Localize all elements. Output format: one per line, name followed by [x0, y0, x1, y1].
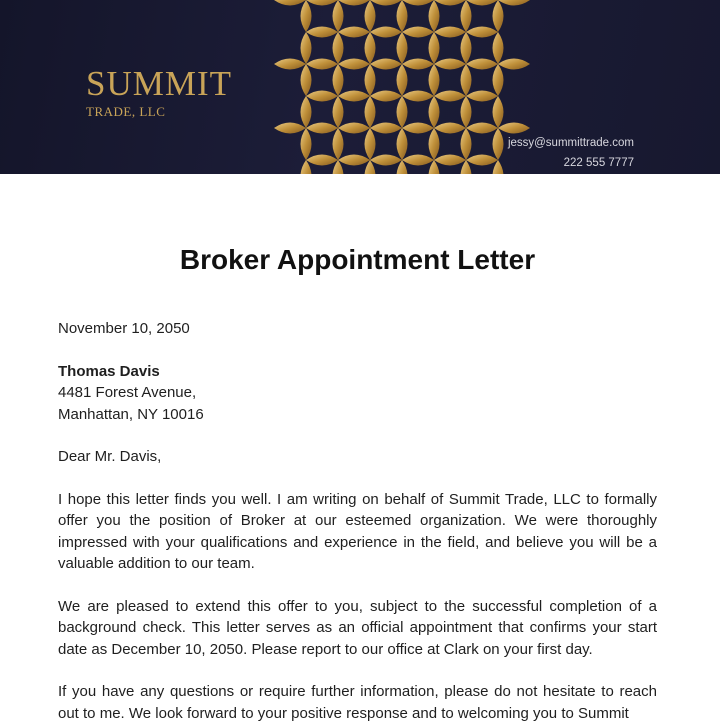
- contact-phone: 222 555 7777: [563, 157, 634, 169]
- gold-petal: [333, 64, 344, 96]
- gold-petal: [274, 59, 306, 70]
- gold-petal: [466, 59, 498, 70]
- gold-petal: [333, 96, 344, 128]
- gold-petal: [461, 32, 472, 64]
- gold-petal: [397, 96, 408, 128]
- gold-petal: [365, 0, 376, 32]
- gold-petal: [498, 0, 530, 6]
- gold-petal: [306, 0, 338, 6]
- gold-petal: [493, 32, 504, 64]
- gold-petal: [338, 27, 370, 38]
- gold-petal: [397, 128, 408, 160]
- gold-petal: [429, 64, 440, 96]
- gold-petal: [434, 155, 466, 166]
- company-name: SUMMIT: [86, 64, 233, 103]
- gold-petal: [402, 123, 434, 134]
- gold-petal: [397, 64, 408, 96]
- gold-petal: [338, 123, 370, 134]
- body-paragraph: We are pleased to extend this offer to you, subject to the successful completion of a background check. This letter serves as an official appointment that confirms your start date as December 10, 2050. Please report to our office at Clark on your first day.: [58, 597, 657, 658]
- gold-petal: [365, 64, 376, 96]
- gold-petal: [466, 91, 498, 102]
- gold-petal: [402, 155, 434, 166]
- gold-petal: [402, 91, 434, 102]
- gold-petal: [370, 123, 402, 134]
- gold-petal: [370, 59, 402, 70]
- gold-petal: [306, 155, 338, 166]
- gold-petal: [370, 0, 402, 6]
- gold-petal: [493, 96, 504, 128]
- gold-petal: [370, 27, 402, 38]
- address-line-1: 4481 Forest Avenue,: [58, 384, 197, 401]
- gold-petal: [498, 123, 530, 134]
- letter-date: November 10, 2050: [58, 320, 190, 337]
- gold-petal: [274, 123, 306, 134]
- gold-petal: [397, 0, 408, 32]
- gold-petal: [434, 91, 466, 102]
- gold-petal: [466, 0, 498, 6]
- gold-petal: [333, 32, 344, 64]
- gold-petal: [274, 0, 306, 6]
- gold-petal: [461, 128, 472, 160]
- body-paragraph: I hope this letter finds you well. I am writing on behalf of Summit Trade, LLC to formally offer you the position of Broker at our esteemed organization. We were thoroughly impressed with your qualifications and experience in the field, and believe you will be a valuable addition to our team.: [58, 490, 657, 572]
- recipient-name: Thomas Davis: [58, 362, 160, 380]
- gold-petal: [301, 64, 312, 96]
- gold-petal: [301, 32, 312, 64]
- address-line-2: Manhattan, NY 10016: [58, 405, 204, 423]
- gold-petal: [461, 64, 472, 96]
- contact-email: jessy@summittrade.com: [507, 137, 634, 149]
- gold-petal: [338, 155, 370, 166]
- company-subtitle: TRADE, LLC: [86, 104, 166, 119]
- gold-petal: [498, 59, 530, 70]
- gold-petal: [461, 96, 472, 128]
- gold-petal: [306, 59, 338, 70]
- gold-petal: [493, 64, 504, 96]
- gold-petal: [466, 155, 498, 166]
- gold-petal: [434, 27, 466, 38]
- body-paragraph: If you have any questions or require further information, please do not hesitate to reach out to me. We look forward to your positive response and to welcoming you to Summit: [58, 683, 657, 722]
- gold-petal: [338, 0, 370, 6]
- gold-petal: [370, 91, 402, 102]
- gold-petal: [402, 27, 434, 38]
- gold-petal: [466, 27, 498, 38]
- letter-title: Broker Appointment Letter: [179, 244, 536, 275]
- gold-petal: [429, 0, 440, 32]
- gold-petal: [466, 123, 498, 134]
- gold-petal: [402, 59, 434, 70]
- gold-petal: [301, 128, 312, 160]
- letter-body: [0, 240, 720, 724]
- gold-petal: [333, 128, 344, 160]
- gold-petal: [493, 128, 504, 160]
- gold-petal: [429, 128, 440, 160]
- gold-petal: [434, 123, 466, 134]
- gold-petal: [306, 91, 338, 102]
- gold-petal: [306, 27, 338, 38]
- contact-block: [508, 133, 634, 173]
- gold-petal: [397, 32, 408, 64]
- gold-petal: [402, 0, 434, 6]
- gold-petal: [333, 0, 344, 32]
- gold-petal: [338, 91, 370, 102]
- gold-petal: [338, 59, 370, 70]
- gold-petal: [434, 0, 466, 6]
- gold-petal: [493, 0, 504, 32]
- greeting: Dear Mr. Davis,: [58, 448, 162, 465]
- company-logo: [86, 64, 232, 120]
- gold-petal: [365, 96, 376, 128]
- gold-petal: [306, 123, 338, 134]
- gold-petal: [370, 155, 402, 166]
- gold-petal: [301, 96, 312, 128]
- gold-petal: [434, 59, 466, 70]
- gold-petal: [365, 32, 376, 64]
- gold-petal: [365, 128, 376, 160]
- gold-petal: [429, 32, 440, 64]
- gold-petal: [429, 96, 440, 128]
- letterhead: [0, 0, 720, 174]
- gold-petal: [461, 0, 472, 32]
- gold-petal: [301, 0, 312, 32]
